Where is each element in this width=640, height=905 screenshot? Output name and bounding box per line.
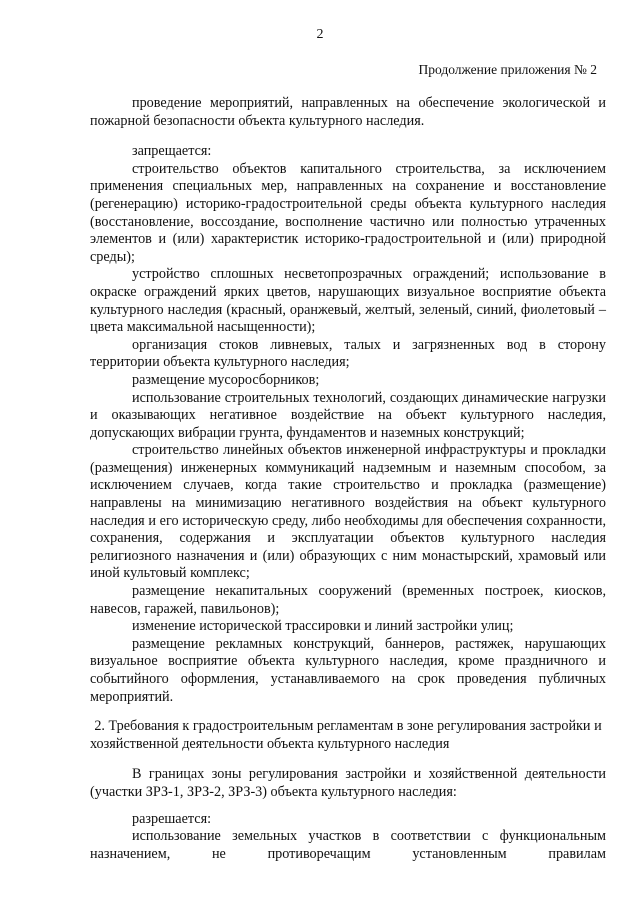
paragraph-drainage: организация стоков ливневых, талых и загрязненных вод в сторону территории объекта культурного наследия; [90, 336, 606, 371]
paragraph-dynamic-loads: использование строительных технологий, создающих динамические нагрузки и оказывающих негативное воздействие на объект культурного наследия, допускающих вибрации грунта, фундаментов и наземных конструкций; [90, 389, 606, 441]
document-body [90, 95, 606, 863]
paragraph-prohibited-label: запрещается: [132, 143, 212, 160]
paragraph-fences: устройство сплошных несветопрозрачных ограждений; использование в окраске ограждений ярких цветов, нарушающих визуальное восприятие объекта культурного наследия (красный, оранжевый, желтый, зеленый, синий, фиолетовый – цвета максимальной насыщенности); [90, 266, 606, 336]
section-heading: 2. Требования к градостроительным регламентам в зоне регулирования застройки и хозяйственной деятельности объекта культурного наследия [90, 718, 602, 752]
paragraph-safety-measures: проведение мероприятий, направленных на обеспечение экологической и пожарной безопасности объекта культурного наследия. [90, 95, 606, 129]
paragraph-land-use: использование земельных участков в соответствии с функциональным назначением, не противоречащим установленным правилам [90, 828, 606, 862]
paragraph-linear-objects: строительство линейных объектов инженерной инфраструктуры и прокладки (размещения) инженерных коммуникаций надземным и наземным способом, за исключением случаев, когда такие строительство и прокладка (размещение) направлены на минимизацию негативного воздействия на объект культурного наследия и его историческую среду, либо необходимы для обеспечения сохранности, сохранения, содержания и эксплуатации объектов культурного наследия религиозного назначения и (или) образующих с ним монастырский, храмовый или иной культовый комплекс; [90, 442, 606, 582]
paragraph-zone-boundaries: В границах зоны регулирования застройки и хозяйственной деятельности (участки ЗРЗ-1, ЗРЗ-2, ЗРЗ-3) объекта культурного наследия: [90, 766, 606, 800]
continuation-header: Продолжение приложения № 2 [418, 62, 597, 77]
paragraph-waste-bins: размещение мусоросборников; [132, 371, 320, 388]
paragraph-advertising: размещение рекламных конструкций, баннеров, растяжек, нарушающих визуальное восприятие объекта культурного наследия, кроме праздничного и событийного оформления, устанавливаемого на срок проведения публичных мероприятий. [90, 635, 606, 705]
paragraph-capital-construction: строительство объектов капитального строительства, за исключением применения специальных мер, направленных на сохранение и восстановление (регенерацию) историко-градостроительной среды объекта культурного наследия (восстановление, воссоздание, восполнение частично или полностью утраченных элементов и (или) характеристик историко-градостроительной и (или) природной среды); [90, 160, 606, 265]
page-number: 2 [316, 27, 324, 42]
paragraph-temporary-structures: размещение некапитальных сооружений (временных построек, киосков, навесов, гаражей, павильонов); [90, 583, 606, 617]
paragraph-permitted-label: разрешается: [132, 810, 212, 827]
paragraph-street-lines: изменение исторической трассировки и линий застройки улиц; [132, 618, 514, 635]
